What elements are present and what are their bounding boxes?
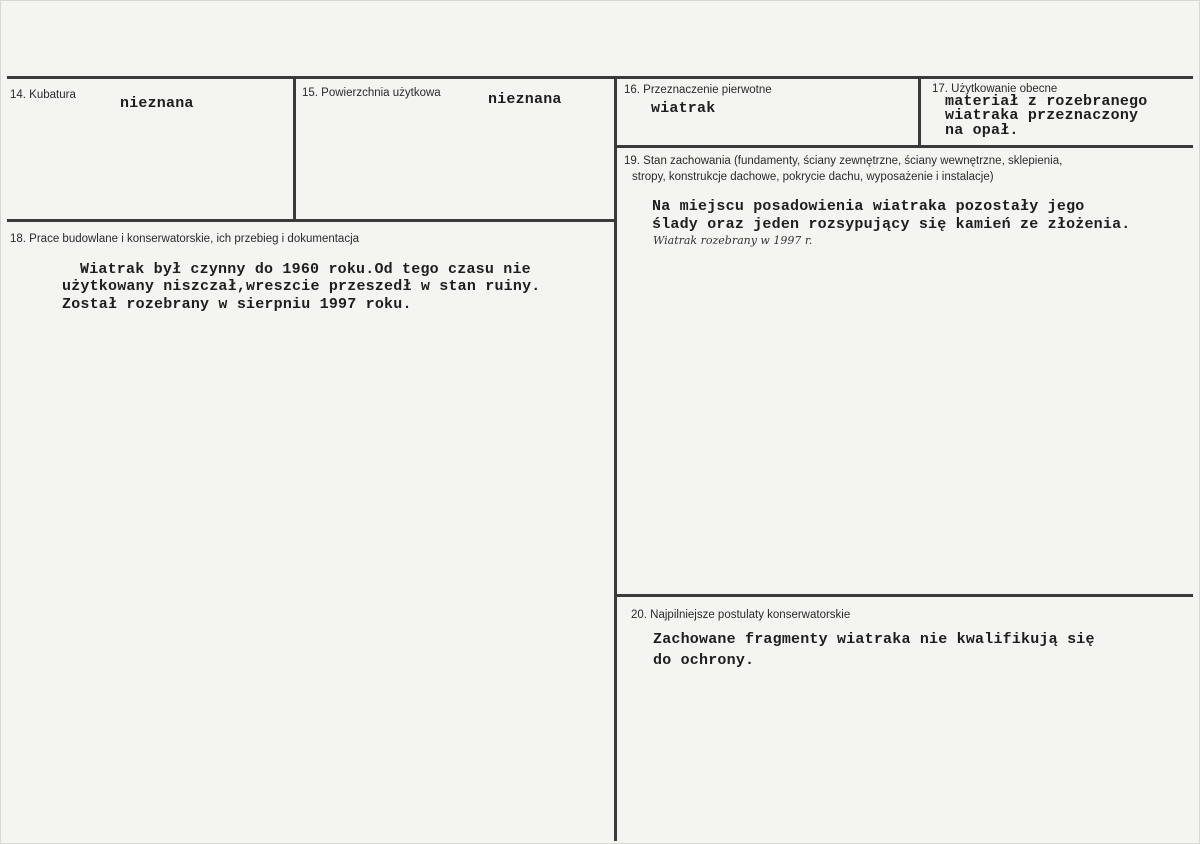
field-19-label-line-1: 19. Stan zachowania (fundamenty, ściany zewnętrzne, ściany wewnętrzne, sklepienia, — [624, 155, 1063, 167]
top-rule — [7, 76, 1193, 79]
rule-below-16-17 — [614, 145, 1193, 148]
field-19-line-1: Na miejscu posadowienia wiatraka pozostały jego — [652, 198, 1085, 215]
field-20-line-1: Zachowane fragmenty wiatraka nie kwalifikują się — [653, 631, 1095, 648]
divider-left-right — [614, 76, 617, 841]
divider-14-15 — [293, 76, 296, 222]
field-18-label: 18. Prace budowlane i konserwatorskie, ich przebieg i dokumentacja — [10, 233, 360, 245]
field-18-line-1: Wiatrak był czynny do 1960 roku.Od tego czasu nie — [80, 261, 531, 278]
divider-16-17 — [918, 76, 921, 147]
rule-below-14-15 — [7, 219, 617, 222]
field-20-line-2: do ochrony. — [653, 652, 755, 669]
field-16-label: 16. Przeznaczenie pierwotne — [624, 84, 772, 96]
field-19-handwritten-note: Wiatrak rozebrany w 1997 r. — [653, 234, 813, 247]
field-18-line-3: Został rozebrany w sierpniu 1997 roku. — [62, 296, 412, 313]
field-15-value: nieznana — [488, 91, 562, 108]
field-16-value: wiatrak — [651, 100, 716, 117]
field-20-label: 20. Najpilniejsze postulaty konserwatorskie — [631, 609, 851, 621]
field-17-label: 17. Użytkowanie obecne — [932, 83, 1058, 95]
field-14-value: nieznana — [120, 95, 194, 112]
field-19-line-2: ślady oraz jeden rozsypujący się kamień ze złożenia. — [652, 216, 1131, 233]
field-17-line-3: na opał. — [945, 122, 1019, 139]
rule-below-19 — [614, 594, 1193, 597]
field-19-label-line-2: stropy, konstrukcje dachowe, pokrycie dachu, wyposażenie i instalacje) — [632, 171, 994, 183]
field-17-line-1: materiał z rozebranego — [945, 93, 1148, 110]
field-18-line-2: użytkowany niszczał,wreszcie przeszedł w stan ruiny. — [62, 278, 541, 295]
field-14-label: 14. Kubatura — [10, 89, 76, 101]
field-17-line-2: wiatraka przeznaczony — [945, 107, 1139, 124]
field-15-label: 15. Powierzchnia użytkowa — [302, 87, 441, 99]
